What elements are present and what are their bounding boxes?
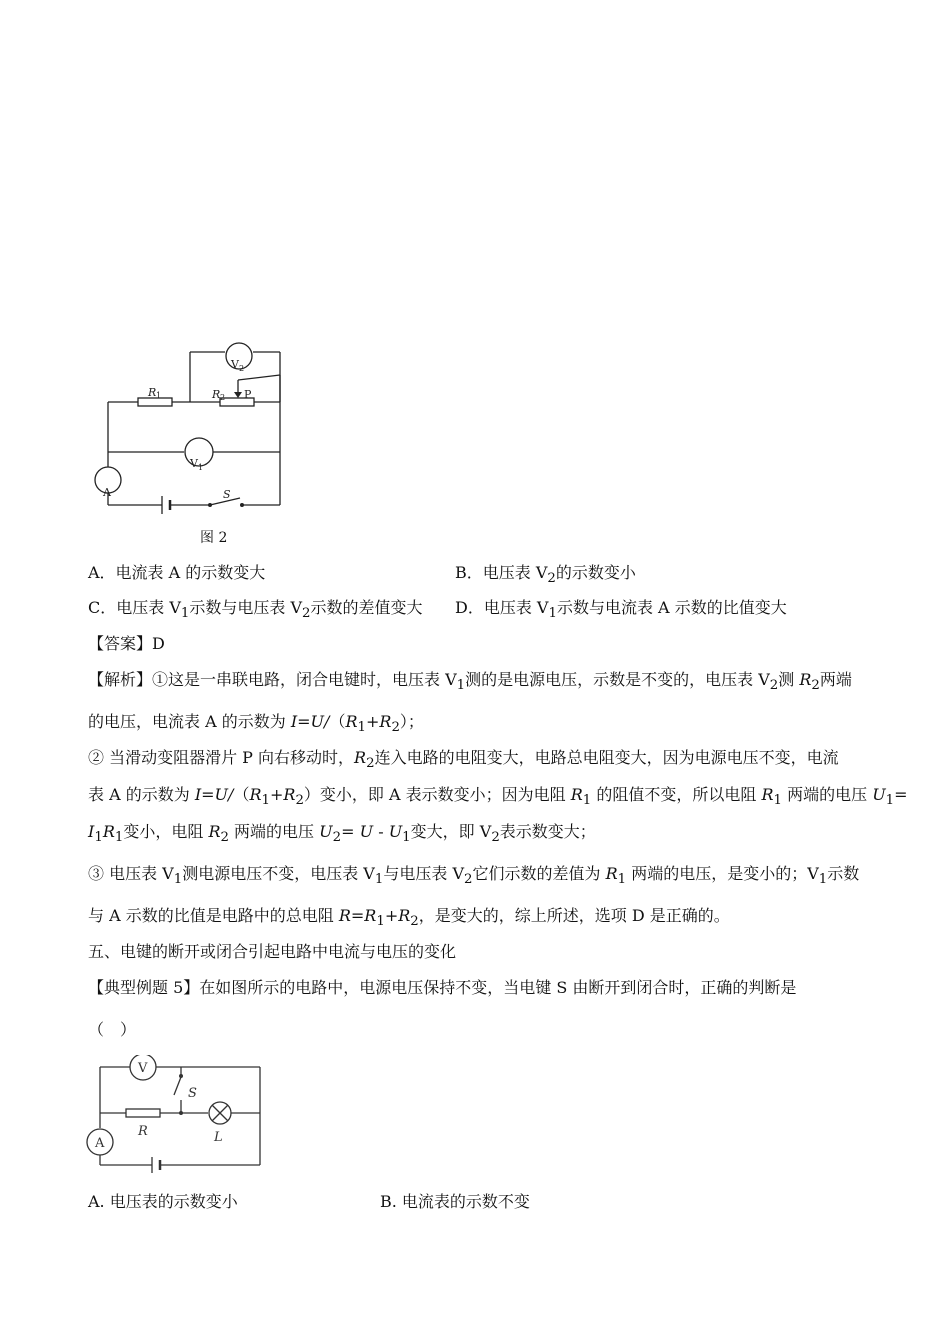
section-heading: 五、电键的断开或闭合引起电路中电流与电压的变化 (88, 942, 457, 961)
analysis-line-1: 【解析】①这是一串联电路，闭合电键时，电压表 $V_1$测的是电源电压，示数是不变的，电压表 $V_2$测 $R_2$两端 (88, 670, 852, 694)
analysis-line-3: ② 当滑动变阻器滑片 P 向右移动时，$R_2$连入电路的电阻变大，电路总电阻变大，因为电源电压不变，电流 (88, 748, 839, 772)
option-a: A．电流表 A 的示数变大 (88, 563, 266, 582)
label-r1: R (148, 386, 157, 399)
label-a2: A (95, 1136, 105, 1151)
example-5-text: 【典型例题 5】在如图所示的电路中，电源电压保持不变，当电键 S 由断开到闭合时，正确的判断是 (88, 978, 797, 997)
analysis-line-2: 的电压，电流表 A 的示数为 $I=U/(R_1+R_2)$； (88, 712, 424, 736)
answer: 【答案】D (88, 634, 165, 653)
resistor-r1 (138, 398, 172, 406)
option-b: B．电压表 $V_2$的示数变小 (455, 563, 636, 587)
label-v1: V (190, 457, 198, 470)
label-s2: S (188, 1086, 197, 1101)
label-l: L (214, 1130, 223, 1145)
label-r2: R (212, 388, 221, 401)
label-r: R (138, 1124, 148, 1139)
analysis-line-7: 与 A 示数的比值是电路中的总电阻 $R=R_1+R_2$，是变大的，综上所述，选项 D 是正确的。 (88, 906, 730, 930)
option-d: D．电压表 $V_1$示数与电流表 A 示数的比值变大 (455, 598, 787, 622)
option-c: C．电压表 $V_1$示数与电压表 $V_2$示数的差值变大 (88, 598, 423, 622)
svg-text:2: 2 (220, 393, 226, 402)
label-a: A (103, 486, 111, 499)
analysis-line-6: ③ 电压表 $V_1$测电源电压不变，电压表 $V_1$与电压表 $V_2$它们示数的差值为 $R_1$ 两端的电压，是变小的；$V_1$示数 (88, 864, 860, 888)
svg-text:1: 1 (198, 463, 204, 472)
label-v2: V (231, 358, 239, 371)
q5-option-b: B. 电流表的示数不变 (380, 1192, 530, 1211)
label-s: S (223, 488, 231, 501)
example-5-bracket: （ ） (88, 1020, 137, 1039)
label-p: P (244, 388, 252, 401)
svg-text:2: 2 (239, 364, 245, 373)
analysis-line-5: $I_1R_1$变小，电阻 $R_2$ 两端的电压 $U_2= U - U_1$变大，即 $V_2$表示数变大； (88, 822, 596, 846)
figure-caption: 图 2 (200, 530, 228, 546)
q5-option-a: A. 电压表的示数变小 (88, 1192, 238, 1211)
label-v: V (138, 1061, 148, 1076)
circuit-figure-2 (84, 1055, 269, 1175)
svg-text:1: 1 (156, 391, 162, 400)
circuit-figure-1 (90, 340, 300, 520)
resistor-r (126, 1109, 160, 1117)
analysis-line-4: 表 A 的示数为 $I=U/(R_1+R_2)$变小，即 A 表示数变小；因为电阻 $R_1$ 的阻值不变，所以电阻 $R_1$ 两端的电压 $U_1=$ (88, 785, 908, 809)
